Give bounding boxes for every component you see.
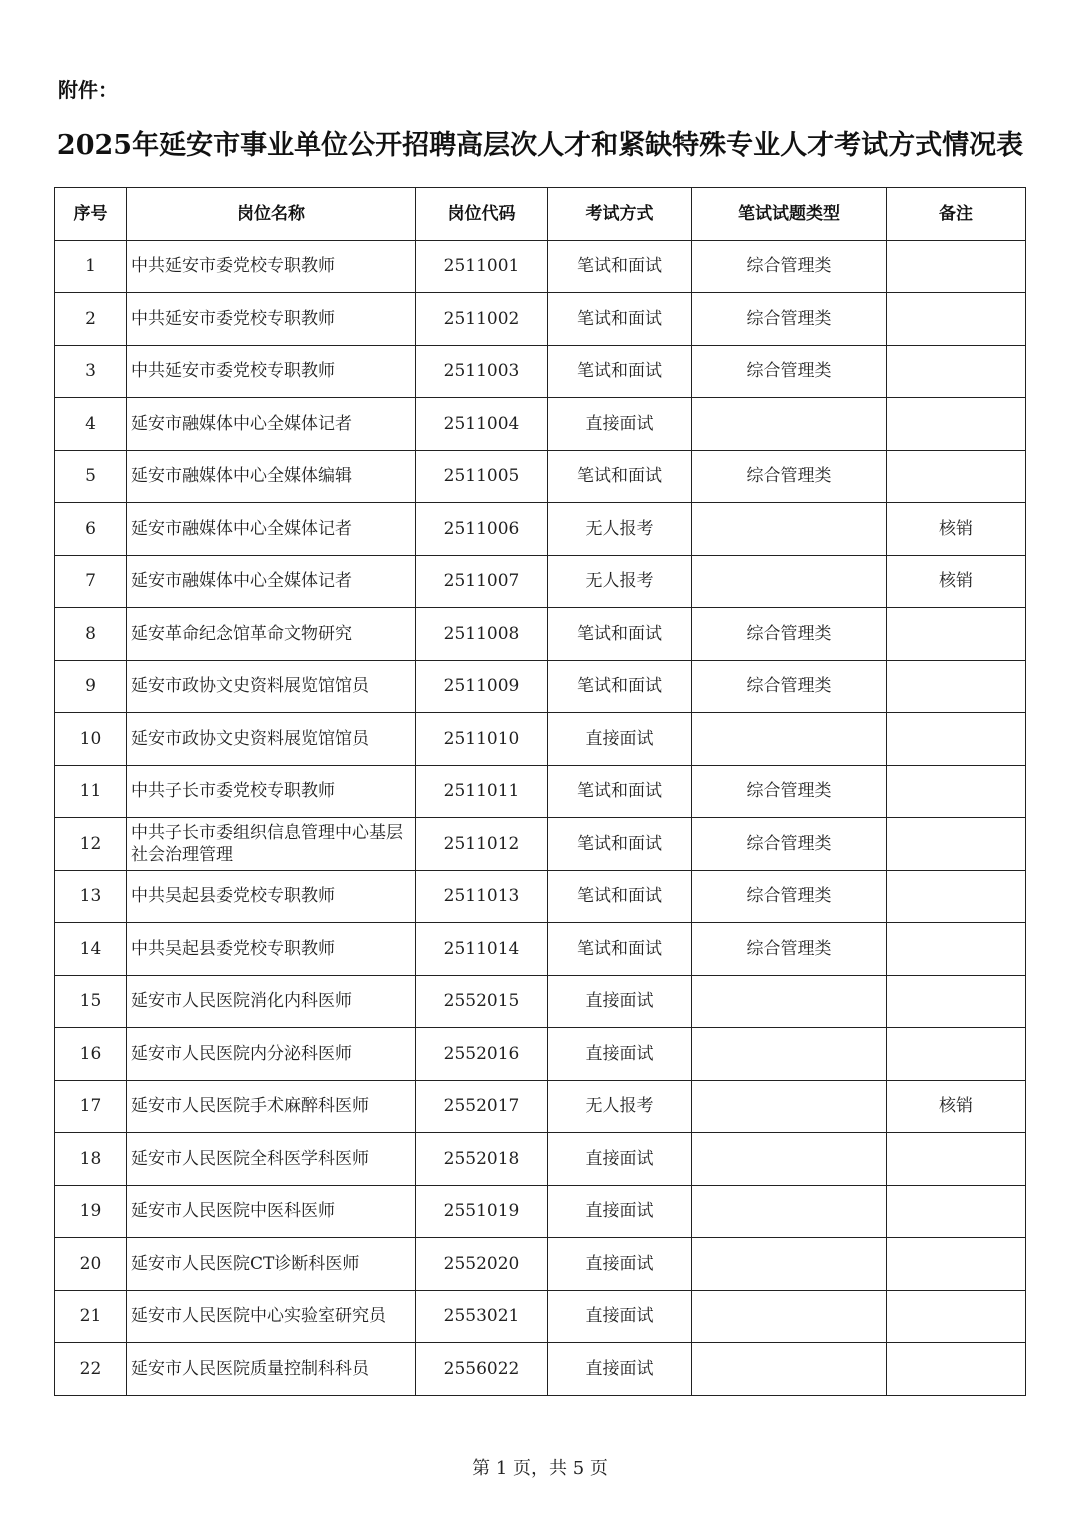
cell-remarks: 核销	[887, 1080, 1026, 1133]
cell-written-exam-type: 综合管理类	[692, 345, 887, 398]
cell-position-name: 延安市融媒体中心全媒体记者	[127, 555, 416, 608]
cell-exam-method: 笔试和面试	[548, 608, 692, 661]
cell-position-name: 中共子长市委党校专职教师	[127, 765, 416, 818]
cell-written-exam-type: 综合管理类	[692, 240, 887, 293]
attachment-label: 附件：	[58, 78, 118, 102]
cell-position-code: 2511001	[416, 240, 548, 293]
cell-remarks	[887, 975, 1026, 1028]
cell-position-code: 2511002	[416, 293, 548, 346]
cell-serial-number: 16	[55, 1028, 127, 1081]
header-serial-number: 序号	[55, 188, 127, 241]
table-body	[55, 240, 1026, 1395]
cell-remarks	[887, 765, 1026, 818]
header-written-exam-type: 笔试试题类型	[692, 188, 887, 241]
cell-position-code: 2552016	[416, 1028, 548, 1081]
cell-position-name: 中共延安市委党校专职教师	[127, 345, 416, 398]
table-row	[55, 1343, 1026, 1396]
cell-serial-number: 17	[55, 1080, 127, 1133]
cell-serial-number: 7	[55, 555, 127, 608]
cell-remarks	[887, 398, 1026, 451]
cell-written-exam-type	[692, 398, 887, 451]
cell-serial-number: 19	[55, 1185, 127, 1238]
cell-serial-number: 15	[55, 975, 127, 1028]
cell-exam-method: 无人报考	[548, 1080, 692, 1133]
cell-position-name: 延安市融媒体中心全媒体记者	[127, 398, 416, 451]
cell-remarks	[887, 1238, 1026, 1291]
cell-position-code: 2552015	[416, 975, 548, 1028]
cell-serial-number: 3	[55, 345, 127, 398]
cell-exam-method: 笔试和面试	[548, 870, 692, 923]
table-row	[55, 1185, 1026, 1238]
cell-exam-method: 直接面试	[548, 1238, 692, 1291]
cell-remarks	[887, 660, 1026, 713]
cell-exam-method: 直接面试	[548, 713, 692, 766]
cell-serial-number: 18	[55, 1133, 127, 1186]
cell-serial-number: 8	[55, 608, 127, 661]
cell-serial-number: 13	[55, 870, 127, 923]
cell-position-name: 中共子长市委组织信息管理中心基层社会治理管理	[127, 818, 416, 871]
cell-written-exam-type	[692, 1133, 887, 1186]
table-row	[55, 503, 1026, 556]
cell-exam-method: 笔试和面试	[548, 765, 692, 818]
cell-written-exam-type	[692, 1290, 887, 1343]
cell-position-name: 延安市人民医院质量控制科科员	[127, 1343, 416, 1396]
cell-exam-method: 无人报考	[548, 555, 692, 608]
table-row	[55, 1133, 1026, 1186]
cell-remarks	[887, 450, 1026, 503]
cell-position-code: 2511009	[416, 660, 548, 713]
cell-remarks: 核销	[887, 503, 1026, 556]
table-row	[55, 765, 1026, 818]
cell-position-code: 2511014	[416, 923, 548, 976]
table-row	[55, 870, 1026, 923]
cell-remarks	[887, 870, 1026, 923]
header-exam-method: 考试方式	[548, 188, 692, 241]
cell-position-code: 2511013	[416, 870, 548, 923]
cell-serial-number: 5	[55, 450, 127, 503]
cell-position-name: 延安市人民医院中心实验室研究员	[127, 1290, 416, 1343]
cell-remarks	[887, 240, 1026, 293]
cell-position-code: 2511006	[416, 503, 548, 556]
table-row	[55, 1290, 1026, 1343]
cell-position-name: 延安市人民医院手术麻醉科医师	[127, 1080, 416, 1133]
cell-serial-number: 4	[55, 398, 127, 451]
cell-written-exam-type: 综合管理类	[692, 923, 887, 976]
cell-serial-number: 21	[55, 1290, 127, 1343]
cell-remarks	[887, 608, 1026, 661]
cell-remarks	[887, 345, 1026, 398]
page-footer: 第 1 页，共 5 页	[472, 1458, 608, 1479]
table-header-row	[55, 188, 1026, 241]
header-position-code: 岗位代码	[416, 188, 548, 241]
cell-position-code: 2511011	[416, 765, 548, 818]
cell-written-exam-type	[692, 555, 887, 608]
cell-serial-number: 11	[55, 765, 127, 818]
table-row	[55, 1028, 1026, 1081]
cell-exam-method: 笔试和面试	[548, 450, 692, 503]
cell-position-name: 中共延安市委党校专职教师	[127, 293, 416, 346]
cell-position-name: 延安市人民医院消化内科医师	[127, 975, 416, 1028]
cell-written-exam-type	[692, 1238, 887, 1291]
cell-remarks	[887, 1133, 1026, 1186]
cell-exam-method: 笔试和面试	[548, 293, 692, 346]
cell-position-name: 中共吴起县委党校专职教师	[127, 923, 416, 976]
cell-written-exam-type: 综合管理类	[692, 450, 887, 503]
cell-serial-number: 14	[55, 923, 127, 976]
cell-position-code: 2553021	[416, 1290, 548, 1343]
cell-written-exam-type	[692, 503, 887, 556]
table-row	[55, 293, 1026, 346]
cell-position-name: 中共延安市委党校专职教师	[127, 240, 416, 293]
cell-remarks: 核销	[887, 555, 1026, 608]
cell-serial-number: 20	[55, 1238, 127, 1291]
cell-written-exam-type	[692, 1185, 887, 1238]
cell-exam-method: 直接面试	[548, 975, 692, 1028]
header-position-name: 岗位名称	[127, 188, 416, 241]
table-row	[55, 555, 1026, 608]
cell-written-exam-type: 综合管理类	[692, 293, 887, 346]
table-row	[55, 975, 1026, 1028]
cell-position-name: 延安市人民医院CT诊断科医师	[127, 1238, 416, 1291]
cell-exam-method: 笔试和面试	[548, 923, 692, 976]
cell-position-name: 延安市人民医院中医科医师	[127, 1185, 416, 1238]
cell-exam-method: 直接面试	[548, 398, 692, 451]
cell-position-name: 延安市政协文史资料展览馆馆员	[127, 660, 416, 713]
cell-written-exam-type: 综合管理类	[692, 765, 887, 818]
cell-position-code: 2551019	[416, 1185, 548, 1238]
cell-written-exam-type: 综合管理类	[692, 870, 887, 923]
cell-position-code: 2511005	[416, 450, 548, 503]
cell-position-code: 2511010	[416, 713, 548, 766]
cell-remarks	[887, 818, 1026, 871]
cell-remarks	[887, 713, 1026, 766]
exam-method-table	[54, 187, 1026, 1396]
cell-remarks	[887, 1028, 1026, 1081]
cell-exam-method: 直接面试	[548, 1343, 692, 1396]
cell-serial-number: 9	[55, 660, 127, 713]
cell-position-code: 2552018	[416, 1133, 548, 1186]
table-row	[55, 713, 1026, 766]
cell-position-code: 2511012	[416, 818, 548, 871]
cell-exam-method: 无人报考	[548, 503, 692, 556]
cell-position-name: 延安革命纪念馆革命文物研究	[127, 608, 416, 661]
cell-position-code: 2511007	[416, 555, 548, 608]
table-row	[55, 608, 1026, 661]
cell-exam-method: 笔试和面试	[548, 660, 692, 713]
cell-position-name: 延安市政协文史资料展览馆馆员	[127, 713, 416, 766]
cell-remarks	[887, 1290, 1026, 1343]
cell-written-exam-type	[692, 1343, 887, 1396]
cell-position-name: 中共吴起县委党校专职教师	[127, 870, 416, 923]
cell-serial-number: 1	[55, 240, 127, 293]
cell-exam-method: 直接面试	[548, 1290, 692, 1343]
cell-serial-number: 2	[55, 293, 127, 346]
table-row	[55, 923, 1026, 976]
cell-remarks	[887, 923, 1026, 976]
cell-exam-method: 笔试和面试	[548, 818, 692, 871]
cell-position-name: 延安市融媒体中心全媒体记者	[127, 503, 416, 556]
table-row	[55, 660, 1026, 713]
table-row	[55, 818, 1026, 871]
table-row	[55, 345, 1026, 398]
table-row	[55, 1080, 1026, 1133]
cell-written-exam-type	[692, 1028, 887, 1081]
cell-written-exam-type	[692, 975, 887, 1028]
cell-position-code: 2552020	[416, 1238, 548, 1291]
cell-written-exam-type: 综合管理类	[692, 818, 887, 871]
cell-serial-number: 22	[55, 1343, 127, 1396]
cell-written-exam-type	[692, 1080, 887, 1133]
cell-serial-number: 12	[55, 818, 127, 871]
cell-serial-number: 6	[55, 503, 127, 556]
cell-written-exam-type	[692, 713, 887, 766]
table-row	[55, 240, 1026, 293]
cell-position-code: 2552017	[416, 1080, 548, 1133]
table-row	[55, 398, 1026, 451]
cell-remarks	[887, 1185, 1026, 1238]
document-title: 2025年延安市事业单位公开招聘高层次人才和紧缺特殊专业人才考试方式情况表	[56, 130, 1024, 161]
cell-exam-method: 直接面试	[548, 1185, 692, 1238]
cell-position-code: 2556022	[416, 1343, 548, 1396]
cell-position-name: 延安市融媒体中心全媒体编辑	[127, 450, 416, 503]
cell-written-exam-type: 综合管理类	[692, 660, 887, 713]
cell-position-code: 2511004	[416, 398, 548, 451]
header-remarks: 备注	[887, 188, 1026, 241]
table-row	[55, 450, 1026, 503]
cell-exam-method: 笔试和面试	[548, 240, 692, 293]
cell-exam-method: 笔试和面试	[548, 345, 692, 398]
cell-exam-method: 直接面试	[548, 1133, 692, 1186]
cell-position-code: 2511008	[416, 608, 548, 661]
cell-serial-number: 10	[55, 713, 127, 766]
cell-position-name: 延安市人民医院内分泌科医师	[127, 1028, 416, 1081]
cell-position-name: 延安市人民医院全科医学科医师	[127, 1133, 416, 1186]
table-row	[55, 1238, 1026, 1291]
cell-position-code: 2511003	[416, 345, 548, 398]
cell-exam-method: 直接面试	[548, 1028, 692, 1081]
cell-written-exam-type: 综合管理类	[692, 608, 887, 661]
cell-remarks	[887, 1343, 1026, 1396]
cell-remarks	[887, 293, 1026, 346]
